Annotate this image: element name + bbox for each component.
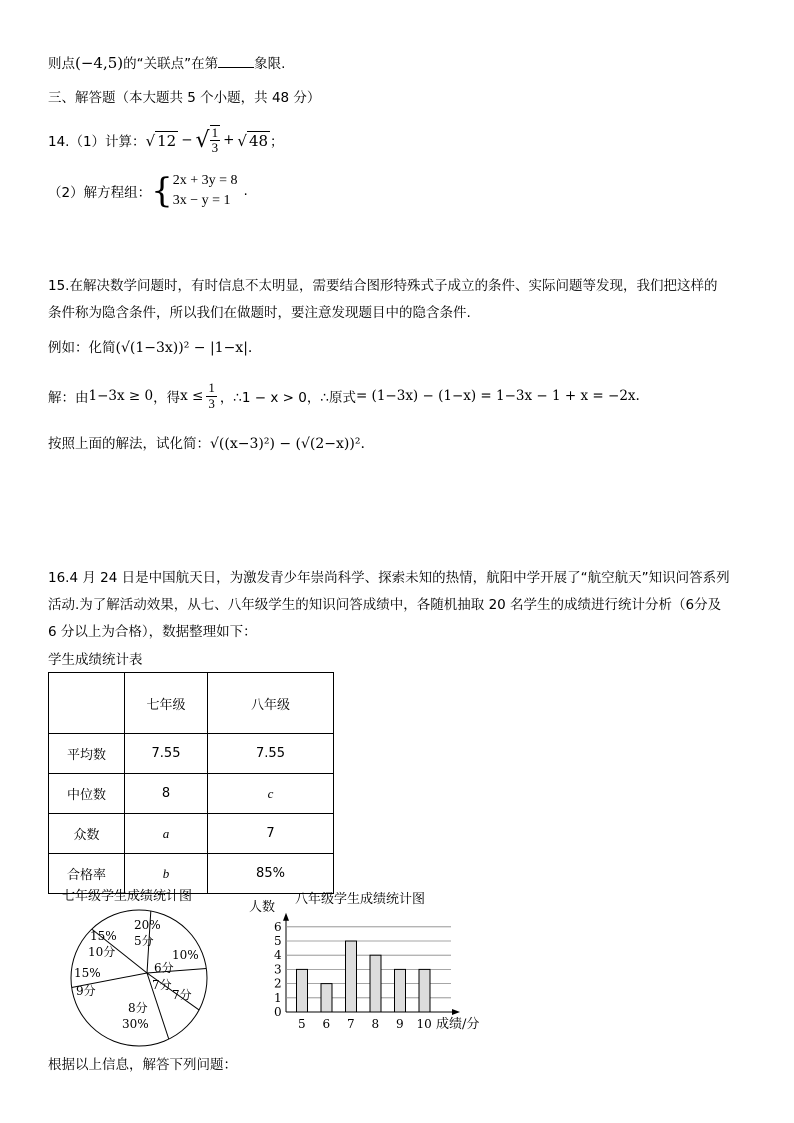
pie-label: 10分 xyxy=(88,945,116,959)
solution-then: ，∴1 − x > 0，∴原式 xyxy=(219,390,356,406)
table-cell: 八年级 xyxy=(208,673,334,734)
q15-solution xyxy=(48,378,640,414)
section-heading: 三、解答题（本大题共 5 个小题，共 48 分） xyxy=(48,90,321,106)
bar-9 xyxy=(395,969,406,1012)
y-tick-label: 2 xyxy=(274,976,282,991)
x-tick-label: 6 xyxy=(322,1017,331,1031)
answer-blank xyxy=(218,55,254,68)
bar-chart xyxy=(240,884,500,1034)
q13-prefix: 则点 xyxy=(48,56,75,72)
q16-line1: 16.4 月 24 日是中国航天日，为激发青少年崇尚科学、探索未知的热情，航阳中学开展了“航空航天”知识问答系列 xyxy=(48,570,730,586)
table-cell: 合格率 xyxy=(49,854,125,894)
bar-6 xyxy=(321,984,332,1012)
minus-sign: − xyxy=(181,132,193,148)
example-label: 例如：化简 xyxy=(48,340,116,356)
q14-p1-label: 14.（1）计算： xyxy=(48,134,146,150)
table-cell xyxy=(49,673,125,734)
q13-tail xyxy=(48,52,285,72)
q14-p1-end: ； xyxy=(270,134,284,150)
table-cell: 7.55 xyxy=(125,734,208,774)
solution-get: ，得 xyxy=(153,390,181,406)
task-expr: √((x−3)²) − (√(2−x))². xyxy=(210,436,365,452)
y-tick-label: 1 xyxy=(274,990,282,1005)
task-label: 按照上面的解法，试化简： xyxy=(48,436,210,452)
solution-x: x ≤ xyxy=(180,388,204,404)
y-tick-label: 6 xyxy=(274,919,282,934)
pie-label: 7分 xyxy=(172,988,192,1002)
sqrt-12: 12 xyxy=(157,131,177,150)
pie-label: 10% xyxy=(172,948,199,962)
q16-line2: 活动.为了解活动效果，从七、八年级学生的知识问答成绩中，各随机抽取 20 名学生的成绩进行统计分析（6分及 xyxy=(48,597,722,613)
pie-chart xyxy=(64,903,214,1053)
q14-p2-label: （2）解方程组： xyxy=(48,185,152,201)
pie-label: 9分 xyxy=(76,984,96,998)
frac-num: 1 xyxy=(211,124,219,140)
pie-title: 七年级学生成绩统计图 xyxy=(62,889,193,904)
bar-xlabel: 成绩/分 xyxy=(436,1017,480,1032)
solution-condition: 1−3x ≥ 0 xyxy=(88,388,154,404)
brace-icon: { xyxy=(151,171,173,211)
table-row xyxy=(49,734,334,774)
pie-label: 15% xyxy=(90,929,117,943)
plus-sign: + xyxy=(223,132,235,148)
table-cell: 8 xyxy=(125,774,208,814)
q13-point: (−4,5) xyxy=(75,54,124,72)
q16-line3: 6 分以上为合格），数据整理如下： xyxy=(48,624,257,640)
solution-frac-den: 3 xyxy=(208,395,215,411)
x-tick-label: 7 xyxy=(347,1017,355,1031)
bar-5 xyxy=(297,969,308,1012)
frac-den: 3 xyxy=(211,140,219,155)
stats-table xyxy=(48,672,334,894)
pie-label: 20% xyxy=(134,918,161,932)
q13-middle: 的“关联点”在第 xyxy=(123,56,219,72)
bar-title: 八年级学生成绩统计图 xyxy=(295,892,426,907)
x-tick-label: 9 xyxy=(396,1017,404,1031)
solution-result: = (1−3x) − (1−x) = 1−3x − 1 + x = −2x. xyxy=(355,388,640,404)
q15-task xyxy=(48,432,365,452)
q14-part2 xyxy=(48,168,248,214)
table-cell: 中位数 xyxy=(49,774,125,814)
x-tick-label: 8 xyxy=(371,1017,380,1031)
q13-suffix: 象限. xyxy=(254,56,286,72)
table-cell: b xyxy=(125,854,208,894)
table-cell: 85% xyxy=(208,854,334,894)
x-tick-label: 5 xyxy=(298,1017,306,1031)
bar-8 xyxy=(370,955,381,1012)
equation-1: 2x + 3y = 8 xyxy=(172,173,238,189)
pie-label: 15% xyxy=(74,966,101,980)
y-tick-label: 0 xyxy=(274,1005,282,1019)
solution-frac-num: 1 xyxy=(208,380,215,396)
table-cell: 七年级 xyxy=(125,673,208,734)
y-tick-label: 3 xyxy=(274,962,282,977)
bar-10 xyxy=(419,969,430,1012)
q15-line2: 条件称为隐含条件，所以我们在做题时，要注意发现题目中的隐含条件. xyxy=(48,305,471,321)
q14-part1: 14.（1）计算： √ 12 − √ $\frac{1}{3}$ + √ 48 ； xyxy=(48,124,284,155)
y-tick-label: 5 xyxy=(274,934,282,948)
q15-example xyxy=(48,336,252,356)
y-tick-label: 4 xyxy=(274,948,282,963)
table-cell: 7.55 xyxy=(208,734,334,774)
x-tick-label: 10 xyxy=(416,1017,432,1031)
bar-7 xyxy=(346,941,357,1012)
q15-line1: 15.在解决数学问题时，有时信息不太明显，需要结合图形特殊式子成立的条件、实际问题等发现，我们把这样的 xyxy=(48,278,718,294)
table-cell: c xyxy=(208,774,334,814)
table-row xyxy=(49,814,334,854)
x-axis-arrow-icon xyxy=(452,1009,460,1015)
sqrt-48: 48 xyxy=(248,131,269,150)
bar-ylabel: 人数 xyxy=(249,900,276,915)
pie-label: 5分 xyxy=(134,934,154,948)
table-header-row xyxy=(49,673,334,734)
example-expr: (√(1−3x))² − |1−x|. xyxy=(115,340,253,356)
solution-label: 解：由 xyxy=(48,390,89,406)
pie-label: 6分 xyxy=(154,961,174,975)
q16-footer: 根据以上信息，解答下列问题： xyxy=(48,1057,237,1073)
pie-label: 8分 xyxy=(128,1001,148,1015)
pie-label: 7分 xyxy=(152,978,172,992)
y-axis-arrow-icon xyxy=(283,913,289,921)
table-row xyxy=(49,774,334,814)
table-title: 学生成绩统计表 xyxy=(48,652,143,668)
table-cell: 众数 xyxy=(49,814,125,854)
equation-system xyxy=(173,171,238,210)
q14-p2-end: . xyxy=(243,183,248,199)
table-cell: 平均数 xyxy=(49,734,125,774)
equation-2: 3x − y = 1 xyxy=(172,193,231,208)
pie-label: 30% xyxy=(122,1017,149,1031)
table-cell: a xyxy=(125,814,208,854)
table-cell: 7 xyxy=(208,814,334,854)
